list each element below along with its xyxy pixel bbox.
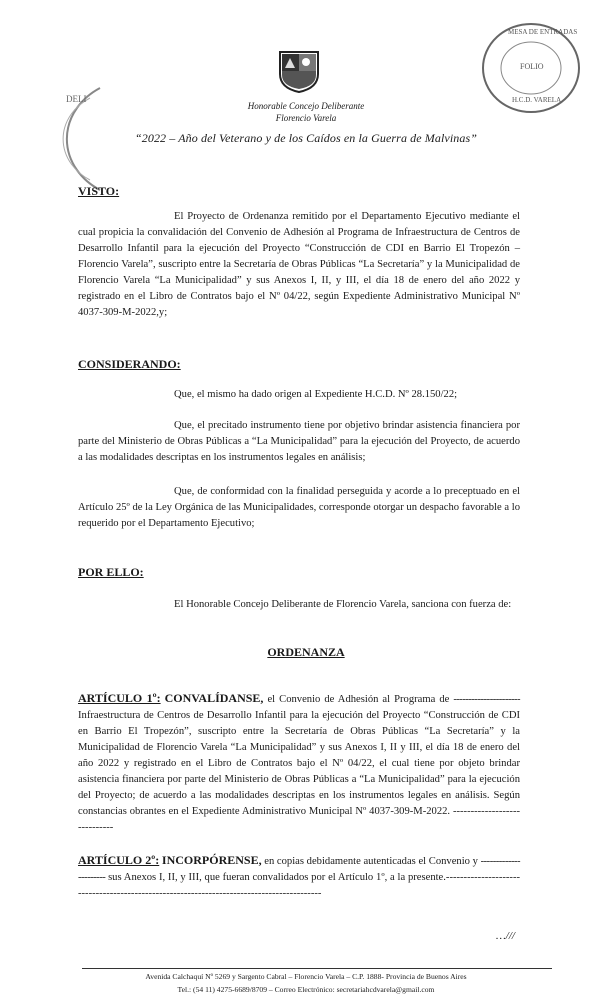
article-2	[78, 852, 520, 902]
article-1-rest: Infraestructura de Centros de Desarrollo Infantil para la ejecución del Proyecto “Construcción de CDI en Barrio El Tropezón”, suscripto entre la Secretaría de Obras Públicas “La Secretaría” y la Municipalidad de Florencio Varela “La Municipalidad” y sus Anexos I, II y III, el día 18 de enero del año 2022 y registrado en el Libro de Contratos bajo el Nº 04/22, el cual tiene por objeto brindar asistencia financiera por parte del Ministerio de Obras Públicas a “La Municipalidad” para la ejecución del Proyecto; de acuerdo a las modalidades descriptas en los instrumentos legales en análisis. Según constancias obrantes en el Expediente Administrativo Municipal Nº 4037-309-M-2022. -----------------------------	[78, 710, 520, 833]
reception-stamp	[478, 18, 584, 118]
article-1-dashes: ----------------------	[453, 694, 520, 705]
visto-heading: VISTO:	[78, 184, 120, 198]
footer-address: Avenida Calchaquí Nº 5269 y Sargento Cabral – Florencio Varela – C.P. 1888- Provincia de Buenos Aires	[145, 972, 467, 981]
official-seal	[30, 84, 108, 194]
porello-heading: POR ELLO:	[78, 565, 144, 579]
footer-divider	[82, 968, 552, 969]
considerando-p3: Que, de conformidad con la finalidad perseguida y acorde a lo preceptuado en el Artículo 25º de la Ley Orgánica de las Municipalidades, corresponde otorgar un despacho favorable a lo requerido por el Departamento Ejecutivo;	[78, 486, 520, 529]
article-2-dashes: ----------------------	[78, 856, 520, 883]
council-logo	[276, 48, 322, 94]
considerando-p2: Que, el precitado instrumento tiene por objetivo brindar asistencia financiera por parte del Ministerio de Obras Públicas a “La Municipalidad” para la ejecución del Proyecto, de acuerdo a las modalidades descriptas en los instrumentos legales en análisis;	[78, 420, 520, 463]
porello-body: El Honorable Concejo Deliberante de Florencio Varela, sanciona con fuerza de:	[174, 599, 512, 610]
stamp-number: FOLIO	[520, 62, 544, 71]
considerando-p1: Que, el mismo ha dado origen al Expediente H.C.D. Nº 28.150/22;	[174, 389, 458, 400]
considerando-heading: CONSIDERANDO:	[78, 357, 181, 371]
article-1-label: ARTÍCULO 1º:	[78, 691, 161, 705]
council-name: Honorable Concejo Deliberante	[247, 101, 365, 111]
seal-text: DELI	[66, 94, 87, 104]
year-motto: “2022 – Año del Veterano y de los Caídos en la Guerra de Malvinas”	[134, 131, 478, 145]
article-1	[78, 690, 520, 836]
city-name: Florencio Varela	[275, 113, 337, 123]
stamp-text-bottom: H.C.D. VARELA	[512, 96, 562, 104]
article-2-body: en copias debidamente autenticadas el Convenio y	[264, 856, 478, 867]
article-1-keyword: CONVALÍDANSE,	[164, 691, 264, 705]
article-2-keyword: INCORPÓRENSE,	[161, 853, 262, 867]
article-2-rest: sus Anexos I, II, y III, que fueran convalidados por el Artículo 1º, a la presente.------------------------------------------------------------------------------------------	[78, 872, 520, 899]
continuation-mark: …///	[496, 930, 515, 942]
article-2-label: ARTÍCULO 2º:	[78, 853, 160, 867]
footer-contact: Tel.: (54 11) 4275-6689/8709 – Correo Electrónico: secretariahcdvarela@gmail.com	[177, 985, 435, 994]
stamp-text-top: MESA DE ENTRADAS	[508, 28, 578, 36]
ordenanza-title: ORDENANZA	[267, 645, 345, 659]
article-1-body: el Convenio de Adhesión al Programa de	[267, 694, 450, 705]
visto-body: El Proyecto de Ordenanza remitido por el Departamento Ejecutivo mediante el cual propicia la convalidación del Convenio de Adhesión al Programa de Infraestructura de Centros de Desarrollo Infantil para la ejecución del Proyecto “Construcción de CDI en Barrio El Tropezón – Florencio Varela”, suscripto entre la Secretaría de Obras Públicas “La Secretaría” y la Municipalidad de Florencio Varela “La Municipalidad” y sus Anexos I, II, y III, el día 18 de enero del año 2022 y registrado en el Libro de Contratos bajo el Nº 04/22, según Expediente Administrativo Municipal Nº 4037-309-M-2022,y;	[78, 211, 520, 318]
